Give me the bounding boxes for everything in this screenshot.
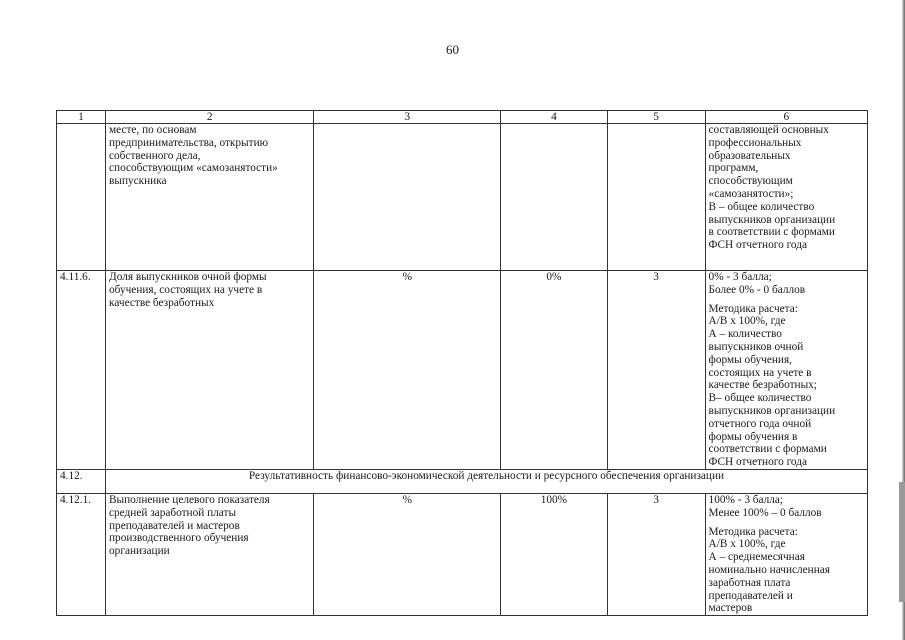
target-cell: 0% bbox=[501, 271, 607, 470]
text-line: составляющей основных bbox=[708, 124, 829, 136]
indicator-name-cell bbox=[106, 271, 314, 470]
text-line: формы обучения, bbox=[708, 353, 792, 366]
target-cell: 100% bbox=[501, 493, 607, 615]
text-line: А/В х 100%, где bbox=[708, 315, 786, 328]
unit-cell bbox=[314, 124, 501, 271]
text-line: «самозанятости»; bbox=[708, 187, 794, 200]
indicator-name-cell bbox=[106, 493, 314, 615]
table-row bbox=[57, 271, 868, 470]
unit-cell: % bbox=[314, 493, 501, 615]
score-cell: 3 bbox=[607, 271, 705, 470]
text-line: Менее 100% – 0 баллов bbox=[708, 506, 822, 519]
table-row bbox=[57, 493, 868, 615]
page-number: 60 bbox=[446, 42, 459, 57]
text-line: заработная плата bbox=[708, 576, 791, 589]
score-cell bbox=[607, 124, 705, 271]
table-header-row bbox=[57, 111, 868, 124]
text-line: обучения, состоящих на учете в bbox=[109, 283, 263, 296]
text-line: преподавателей и bbox=[708, 589, 793, 602]
indicator-table bbox=[56, 110, 868, 616]
text-line: организации bbox=[109, 545, 170, 558]
method-cell bbox=[705, 493, 867, 615]
header-cell: 5 bbox=[607, 111, 705, 124]
text-line: В – общее количество bbox=[708, 200, 815, 213]
text-line: производственного обучения bbox=[109, 532, 249, 545]
text-line: профессиональных bbox=[708, 136, 802, 149]
text-line: А – среднемесячная bbox=[708, 551, 805, 564]
row-number-cell: 4.12.1. bbox=[57, 493, 106, 615]
method-cell bbox=[705, 271, 867, 470]
text-line: выпускников организации bbox=[708, 404, 836, 417]
text-line: качестве безработных; bbox=[708, 379, 817, 392]
header-cell: 2 bbox=[106, 111, 314, 124]
text-line: Выполнение целевого показателя bbox=[109, 493, 270, 506]
text-line: формы обучения в bbox=[708, 430, 798, 443]
method-description bbox=[709, 303, 864, 469]
text-line: ФСН отчетного года bbox=[708, 239, 808, 252]
header-cell: 3 bbox=[314, 111, 501, 124]
text-line: 0% - 3 балла; bbox=[708, 271, 772, 283]
text-line: соответствии с формами bbox=[708, 443, 827, 456]
row-number-cell: 4.11.6. bbox=[57, 271, 106, 470]
text-line: мастеров bbox=[708, 602, 753, 615]
section-row bbox=[57, 469, 868, 493]
text-line: состоящих на учете в bbox=[708, 366, 812, 379]
text-line: А – количество bbox=[708, 328, 782, 341]
row-number-cell bbox=[57, 124, 106, 271]
text-line: образовательных bbox=[708, 149, 791, 162]
text-line: средней заработной платы bbox=[109, 506, 237, 519]
method-cell bbox=[705, 124, 867, 271]
text-line: Методика расчета: bbox=[708, 525, 798, 538]
section-number-cell: 4.12. bbox=[57, 469, 106, 493]
text-line: способствующим bbox=[708, 175, 793, 188]
text-line: отчетного года очной bbox=[708, 417, 812, 430]
text-line: выпускника bbox=[109, 175, 167, 188]
text-line: В– общее количество bbox=[708, 392, 812, 405]
text-line: предпринимательства, открытию bbox=[109, 136, 269, 149]
method-description bbox=[709, 526, 864, 616]
header-cell: 1 bbox=[57, 111, 106, 124]
table-row bbox=[57, 124, 868, 271]
indicator-name-cell bbox=[106, 124, 314, 271]
target-cell bbox=[501, 124, 607, 271]
text-line: выпускников очной bbox=[708, 340, 804, 353]
text-line: Доля выпускников очной формы bbox=[109, 271, 267, 283]
text-line: собственного дела, bbox=[109, 149, 201, 162]
score-cell: 3 bbox=[607, 493, 705, 615]
text-line: способствующим «самозанятости» bbox=[109, 162, 278, 175]
text-line: Более 0% - 0 баллов bbox=[708, 283, 806, 296]
header-cell: 6 bbox=[705, 111, 867, 124]
text-line: А/В х 100%, где bbox=[708, 538, 786, 551]
section-title: Результативность финансово-экономической деятельности и ресурсного обеспечения организации bbox=[106, 469, 868, 493]
text-line: 100% - 3 балла; bbox=[708, 493, 784, 506]
text-line: качестве безработных bbox=[109, 296, 215, 309]
text-line: в соответствии с формами bbox=[708, 226, 835, 239]
text-line: месте, по основам bbox=[109, 124, 197, 136]
text-line: Методика расчета: bbox=[708, 302, 798, 315]
text-line: программ, bbox=[708, 162, 759, 175]
text-line: номинально начисленная bbox=[708, 563, 830, 576]
text-line: преподавателей и мастеров bbox=[109, 519, 240, 532]
header-cell: 4 bbox=[501, 111, 607, 124]
unit-cell: % bbox=[314, 271, 501, 470]
text-line: ФСН отчетного года bbox=[708, 456, 808, 469]
text-line: выпускников организации bbox=[708, 213, 836, 226]
scan-shadow bbox=[899, 482, 905, 602]
